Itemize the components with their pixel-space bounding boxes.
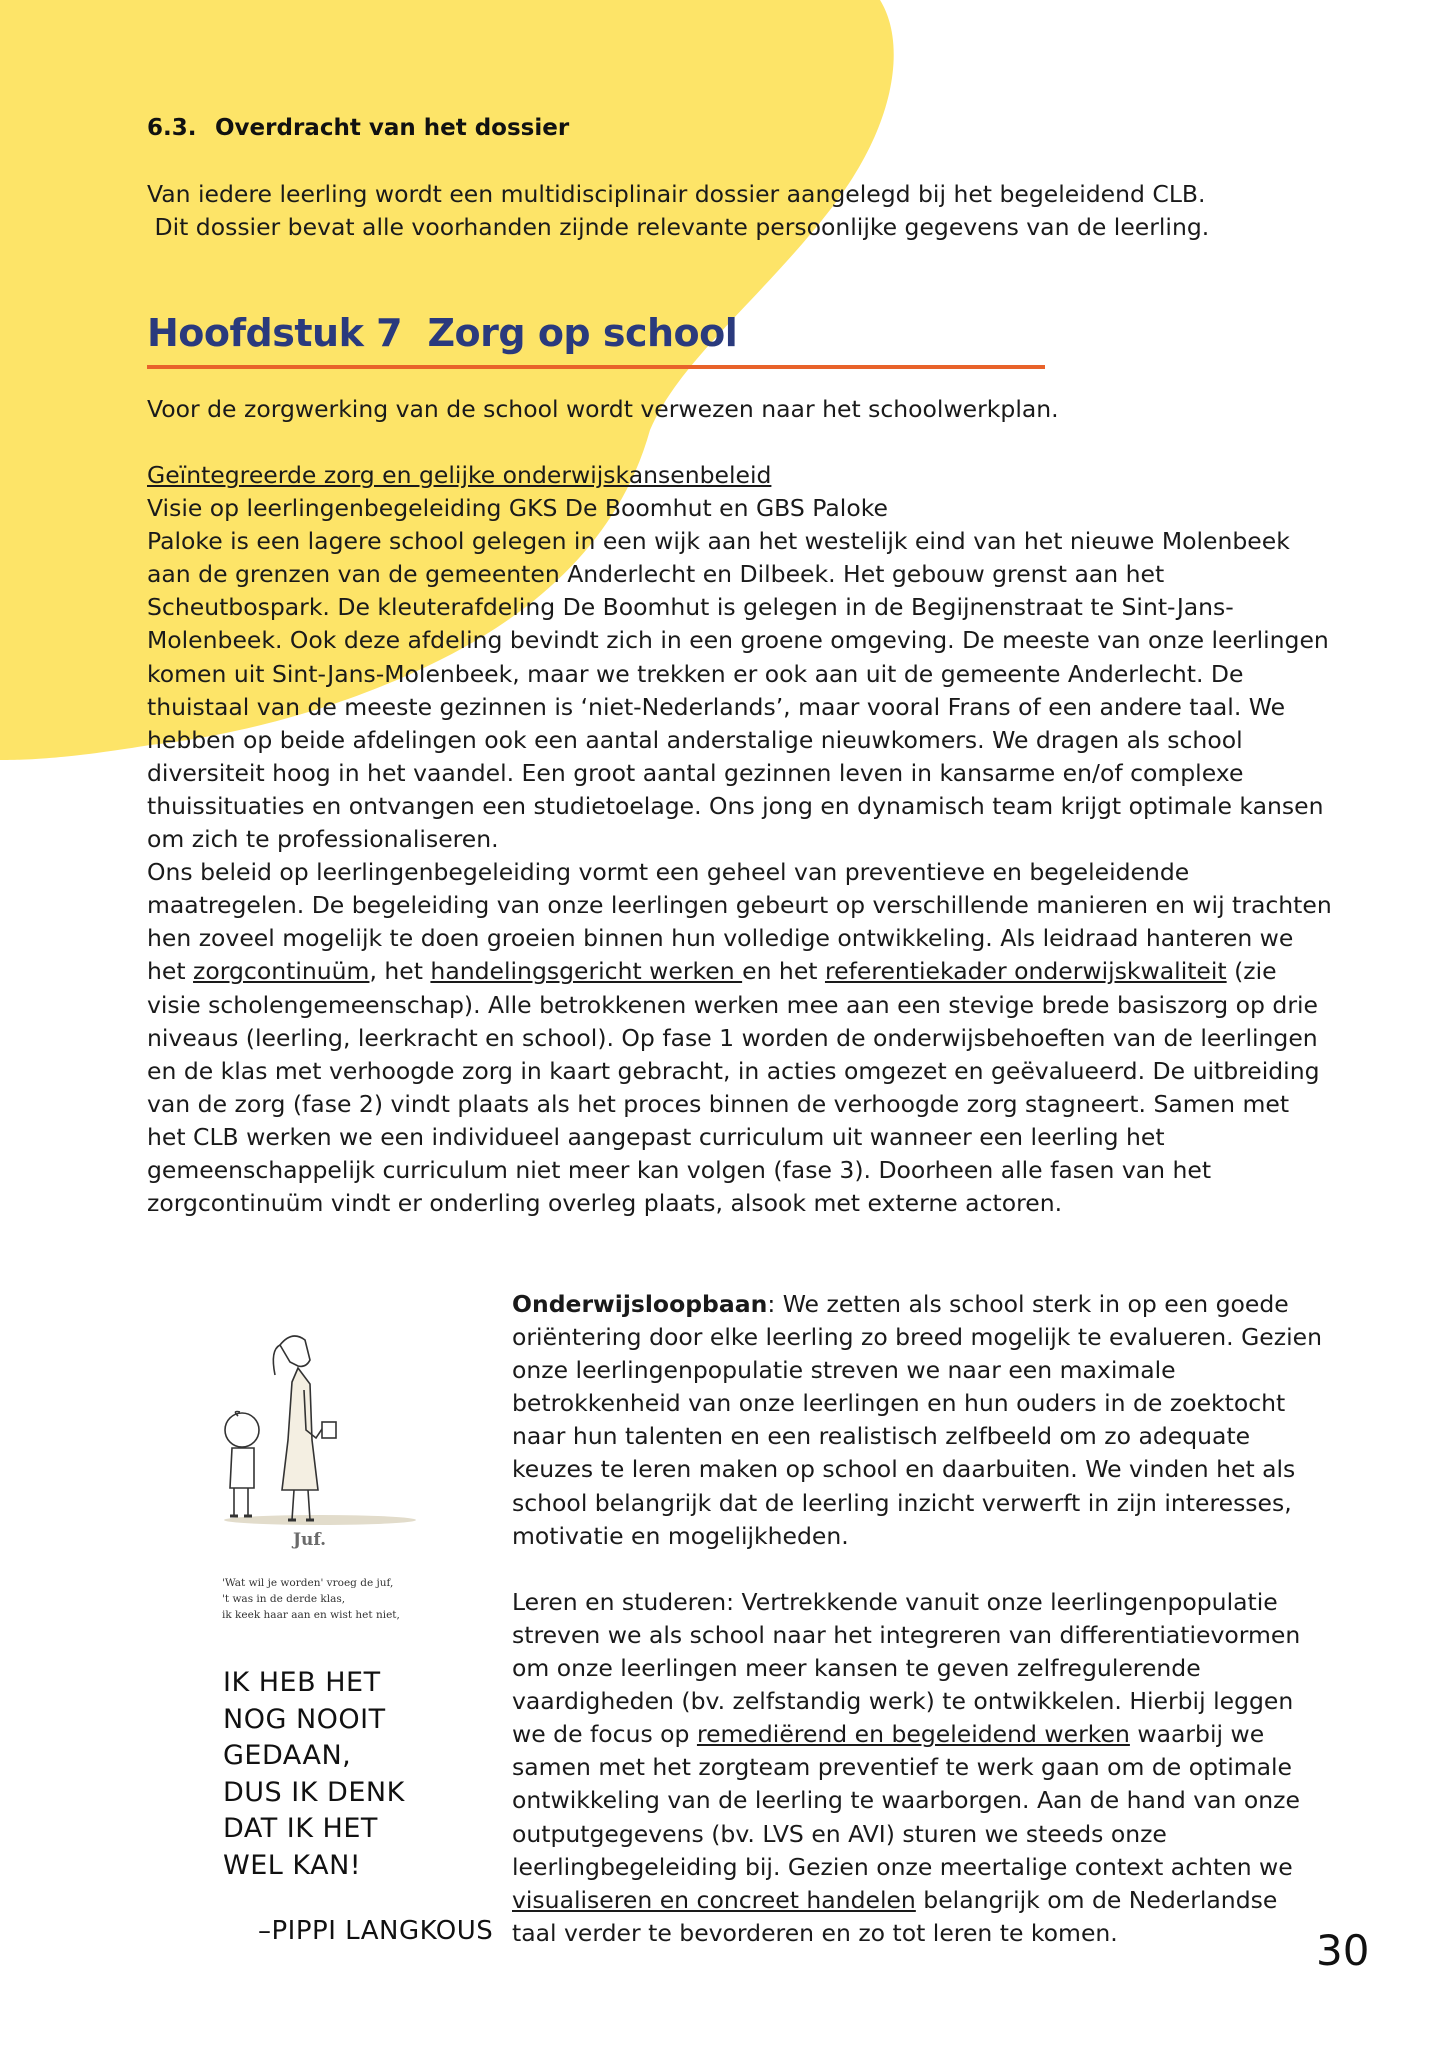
quote-line-5: DAT IK HET bbox=[223, 1813, 378, 1844]
page-number: 30 bbox=[1316, 1926, 1370, 1975]
para2-text-d: (zie visie scholengemeenschap). Alle betrokkenen werken mee aan een stevige brede basiszorg op drie niveaus (leerling, leerkracht en school). Op fase 1 worden de onderwijsbehoeften van de leerlingen en de klas met verhoogde zorg in kaart gebracht, in acties omgezet en geëvalueerd. De uitbreiding van de zorg (fase 2) vindt plaats als het proces binnen de verhoogde zorg stagneert. Samen met het CLB werken we een individueel aangepast curriculum uit wanneer een leerling het gemeenschappelijk curriculum niet meer kan volgen (fase 3). Doorheen alle fasen van het zorgcontinuüm vindt er onderling overleg plaats, alsook met externe actoren. bbox=[147, 957, 1320, 1218]
right-column bbox=[512, 1288, 1324, 1950]
intro-paragraph: Voor de zorgwerking van de school wordt verwezen naar het schoolwerkplan. bbox=[147, 395, 1059, 423]
paragraph-gap bbox=[512, 1553, 1324, 1586]
leren-text-a: Leren en studeren: Vertrekkende vanuit onze leerlingenpopulatie streven we als school naar het integreren van differentiatievormen om onze leerlingen meer kansen te geven zelfregulerende vaardigheden (bv. zelfstandig werk) te ontwikkelen. Hierbij leggen we de focus op bbox=[512, 1587, 1301, 1749]
para2-text-a: Ons beleid op leerlingenbegeleiding vormt een geheel van preventieve en begeleidende maatregelen. De begeleiding van onze leerlingen gebeurt op verschillende manieren en wij trachten hen zoveel mogelijk te doen groeien binnen hun volledige ontwikkeling. Als leidraad hanteren we het bbox=[147, 858, 1332, 986]
pippi-quote bbox=[223, 1665, 405, 1884]
section-number: 6.3. bbox=[147, 115, 197, 141]
loopbaan-text: : We zetten als school sterk in op een goede oriëntering door elke leerling zo breed mogelijk te evalueren. Gezien onze leerlingenpopulatie streven we naar een maximale betrokkenheid van onze leerlingen en hun ouders in de zoektocht naar hun talenten en een realistisch zelfbeeld om zo adequate keuzes te leren maken op school en daarbuiten. We vinden het als school belangrijk dat de leerling inzicht verwerft in zijn interesses, motivatie en mogelijkheden. bbox=[512, 1290, 1322, 1550]
loopbaan-paragraph bbox=[512, 1288, 1324, 1553]
dossier-line-2: Dit dossier bevat alle voorhanden zijnde relevante persoonlijke gegevens van de leerling. bbox=[147, 213, 1210, 242]
dossier-paragraph bbox=[147, 178, 1327, 244]
quote-author: –PIPPI LANGKOUS bbox=[258, 1916, 494, 1946]
link-referentiekader[interactable]: referentiekader onderwijskwaliteit bbox=[824, 957, 1227, 986]
para2-text-c: en het bbox=[742, 957, 825, 986]
illustration-title: Juf. bbox=[293, 1530, 327, 1550]
caption-line-2: 't was in de derde klas, bbox=[222, 1593, 346, 1605]
quote-line-1: IK HEB HET bbox=[223, 1667, 381, 1698]
caption-line-1: 'Wat wil je worden' vroeg de juf, bbox=[222, 1577, 394, 1589]
loopbaan-label: Onderwijsloopbaan bbox=[512, 1290, 768, 1318]
illustration-caption bbox=[222, 1575, 422, 1623]
block-paragraph-2 bbox=[147, 856, 1332, 1220]
leren-text-b: waarbij we samen met het zorgteam preventief te werk gaan om de optimale ontwikkeling van de leerling te waarborgen. Aan de hand van onze outputgegevens (bv. LVS en AVI) sturen we steeds onze leerlingbegeleiding bij. Gezien onze meertalige context achten we bbox=[512, 1720, 1300, 1881]
block-subheading: Visie op leerlingenbegeleiding GKS De Boomhut en GBS Paloke bbox=[147, 494, 888, 523]
para2-text-b: , het bbox=[369, 957, 431, 986]
chapter-title: Hoofdstuk 7 Zorg op school bbox=[147, 311, 738, 355]
quote-line-2: NOG NOOIT bbox=[223, 1703, 386, 1735]
leren-paragraph bbox=[512, 1586, 1324, 1950]
link-remedierend-werken[interactable]: remediërend en begeleidend werken bbox=[696, 1720, 1130, 1749]
chapter-underline bbox=[147, 365, 1045, 369]
caption-line-3: ik keek haar aan en wist het niet, bbox=[222, 1609, 400, 1621]
quote-line-6: WEL KAN! bbox=[223, 1849, 362, 1881]
leren-text-c: belangrijk om de Nederlandse taal verder te bevorderen en zo tot leren te komen. bbox=[512, 1885, 1278, 1947]
link-visualiseren[interactable]: visualiseren en concreet handelen bbox=[512, 1885, 916, 1914]
section-heading bbox=[147, 115, 569, 141]
dossier-line-1: Van iedere leerling wordt een multidisciplinair dossier aangelegd bij het begeleidend CLB. bbox=[147, 180, 1206, 208]
quote-line-4: DUS IK DENK bbox=[223, 1776, 405, 1808]
link-handelingsgericht-werken[interactable]: handelingsgericht werken bbox=[430, 957, 743, 986]
link-zorgcontinuum[interactable]: zorgcontinuüm bbox=[193, 957, 370, 986]
quote-line-3: GEDAAN, bbox=[223, 1740, 352, 1771]
section-title: Overdracht van het dossier bbox=[215, 115, 570, 141]
care-vision-block bbox=[147, 459, 1332, 1220]
block-paragraph-1: Paloke is een lagere school gelegen in een wijk aan het westelijk eind van het nieuwe Molenbeek aan de grenzen van de gemeenten Anderlecht en Dilbeek. Het gebouw grenst aan het Scheutbospark. De kleuterafdeling De Boomhut is gelegen in de Begijnenstraat te Sint-Jans-Molenbeek. Ook deze afdeling bevindt zich in een groene omgeving. De meeste van onze leerlingen komen uit Sint-Jans-Molenbeek, maar we trekken er ook aan uit de gemeente Anderlecht. De thuistaal van de meeste gezinnen is ‘niet-Nederlands’, maar vooral Frans of een andere taal. We hebben op beide afdelingen ook een aantal anderstalige nieuwkomers. We dragen als school diversiteit hoog in het vaandel. Een groot aantal gezinnen leven in kansarme en/of complexe thuissituaties en ontvangen een studietoelage. Ons jong en dynamisch team krijgt optimale kansen om zich te professionaliseren. bbox=[147, 527, 1329, 854]
block-heading: Geïntegreerde zorg en gelijke onderwijskansenbeleid bbox=[147, 461, 772, 489]
